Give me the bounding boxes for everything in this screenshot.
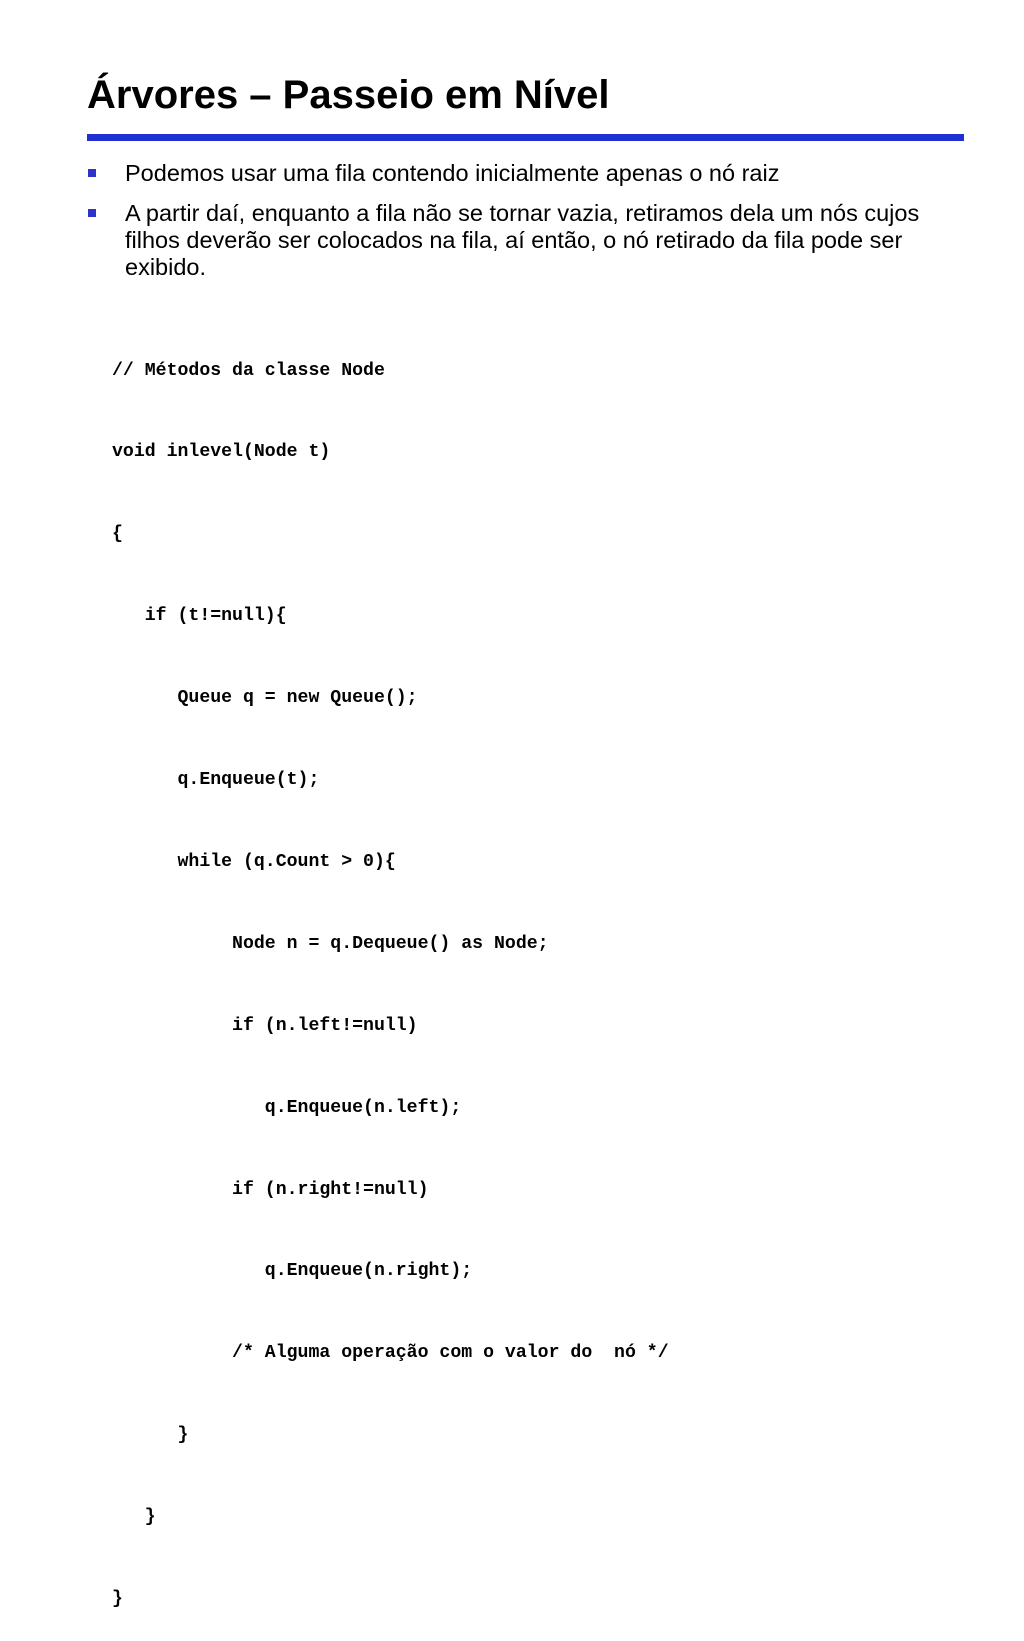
code-line: if (t!=null){ xyxy=(112,606,287,627)
square-bullet-icon xyxy=(88,209,96,217)
slide-title: Árvores – Passeio em Nível xyxy=(87,73,610,117)
code-line: // Métodos da classe Node xyxy=(112,360,385,381)
code-line: q.Enqueue(t); xyxy=(112,770,320,791)
square-bullet-icon xyxy=(88,169,96,177)
code-line: } xyxy=(112,1507,156,1528)
code-line: } xyxy=(112,1588,123,1609)
title-underline xyxy=(87,134,964,141)
code-line: Node n = q.Dequeue() as Node; xyxy=(112,933,549,954)
bullet-list xyxy=(88,160,968,294)
code-line: q.Enqueue(n.left); xyxy=(112,1097,462,1118)
code-line: } xyxy=(112,1425,189,1446)
code-line: /* Alguma operação com o valor do nó */ xyxy=(112,1343,669,1364)
bullet-item xyxy=(88,200,968,281)
code-line: q.Enqueue(n.right); xyxy=(112,1261,473,1282)
bullet-item xyxy=(88,160,968,187)
code-line: if (n.right!=null) xyxy=(112,1179,429,1200)
code-line: while (q.Count > 0){ xyxy=(112,851,396,872)
code-line: void inlevel(Node t) xyxy=(112,442,331,463)
bullet-text: Podemos usar uma fila contendo inicialmente apenas o nó raiz xyxy=(125,160,780,186)
code-line: Queue q = new Queue(); xyxy=(112,688,418,709)
code-line: if (n.left!=null) xyxy=(112,1015,418,1036)
bullet-text: A partir daí, enquanto a fila não se tornar vazia, retiramos dela um nós cujos filhos deverão ser colocados na fila, aí então, o nó retirado da fila pode ser exibido. xyxy=(125,200,920,280)
code-block xyxy=(112,303,669,1641)
code-line: { xyxy=(112,524,123,545)
